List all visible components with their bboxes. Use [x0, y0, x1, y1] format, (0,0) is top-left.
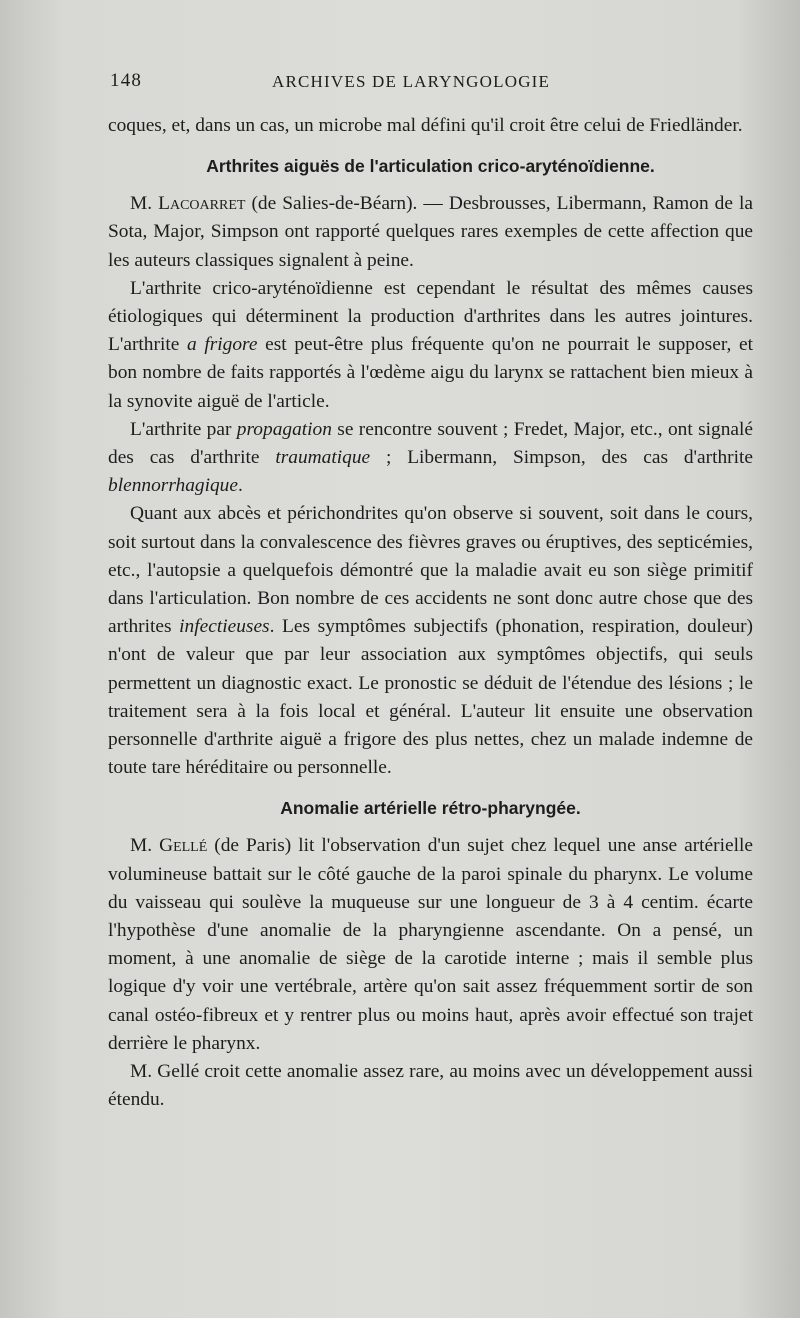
author-name: Gellé [159, 835, 208, 857]
italic-term: propagation [236, 418, 332, 440]
italic-term: a frigore [186, 334, 258, 356]
page-body [108, 112, 753, 1115]
italic-term: blennorrhagique [108, 475, 238, 497]
paragraph-propagation [108, 416, 753, 501]
paragraph-gelle [108, 832, 753, 1058]
author-prefix: M. [130, 193, 159, 215]
author-prefix: M. [130, 835, 160, 857]
text-run: ; Libermann, Simpson, des cas d'arthrite [370, 447, 754, 469]
text-run: est peut-être plus fréquente qu'on ne pourrait le supposer, et bon nombre de faits rapportés à l'œdème aigu du larynx se rattachent bien mieux à la synovite aiguë de l'article. [108, 334, 753, 412]
italic-term: infectieuses [179, 616, 270, 638]
running-title: ARCHIVES DE LARYNGOLOGIE [272, 72, 551, 91]
section-heading-anomalie: Anomalie artérielle rétro-pharyngée. [280, 798, 581, 819]
text-run: se rencontre souvent ; Fredet, Major, etc., ont signalé des cas d'arthrite [108, 418, 753, 469]
italic-term: traumatique [275, 447, 371, 469]
paragraph-lacoarret [108, 190, 753, 275]
page-number: 148 [110, 70, 143, 91]
paragraph-conclusion: M. Gellé croit cette anomalie assez rare, au moins avec un développement aussi étendu. [108, 1061, 753, 1111]
section-heading-arthrites: Arthrites aiguës de l'articulation crico-aryténoïdienne. [206, 156, 655, 177]
paragraph-text: (de Paris) lit l'observation d'un sujet chez lequel une anse artérielle volumineuse battait sur le côté gauche de la paroi spinale du pharynx. Le volume du vaisseau qui soulève la muqueuse sur une longueur de 3 à 4 centim. écarte l'hypothèse d'une anomalie de la pharyngienne ascendante. On a pensé, un moment, à une anomalie de siège de la carotide interne ; mais il semble plus logique d'y voir une vertébrale, artère qu'on sait assez fréquemment sortir de son canal ostéo-fibreux et y rentrer plus ou moins haut, après avoir effectué son trajet derrière le pharynx. [108, 835, 753, 1054]
text-run: . Les symptômes subjectifs (phonation, respiration, douleur) n'ont de valeur que par leur association aux symptômes objectifs, qui seuls permettent un diagnostic exact. Le pronostic se déduit de l'étendue des lésions ; le traitement sera à la fois local et général. L'auteur lit ensuite une observation personnelle d'arthrite aiguë a frigore des plus nettes, chez un malade indemne de toute tare héréditaire ou personnelle. [108, 616, 753, 779]
text-run: Quant aux abcès et périchondrites qu'on observe si souvent, soit dans le cours, soit surtout dans la convalescence des fièvres graves ou éruptives, des septicémies, etc., l'autopsie a quelquefois démontré que la maladie avait eu son siège primitif dans l'articulation. Bon nombre de ces accidents ne sont donc autre chose que des arthrites [108, 503, 753, 638]
paragraph-text: (de Salies-de-Béarn). — Desbrousses, Libermann, Ramon de la Sota, Major, Simpson ont rapporté quelques rares exemples de cette affection que les auteurs classiques signalent à peine. [108, 193, 753, 271]
text-run: . [238, 475, 243, 497]
intro-paragraph: coques, et, dans un cas, un microbe mal défini qu'il croit être celui de Friedländer. [108, 115, 743, 136]
paragraph-abces [108, 500, 753, 782]
paragraph-etiology [108, 275, 753, 416]
text-run: L'arthrite par [130, 418, 237, 440]
author-name: Lacoarret [158, 193, 246, 215]
text-run: L'arthrite crico-aryténoïdienne est cependant le résultat des mêmes causes étiologiques qui déterminent la production d'arthrites dans les autres jointures. L'arthrite [108, 277, 753, 356]
